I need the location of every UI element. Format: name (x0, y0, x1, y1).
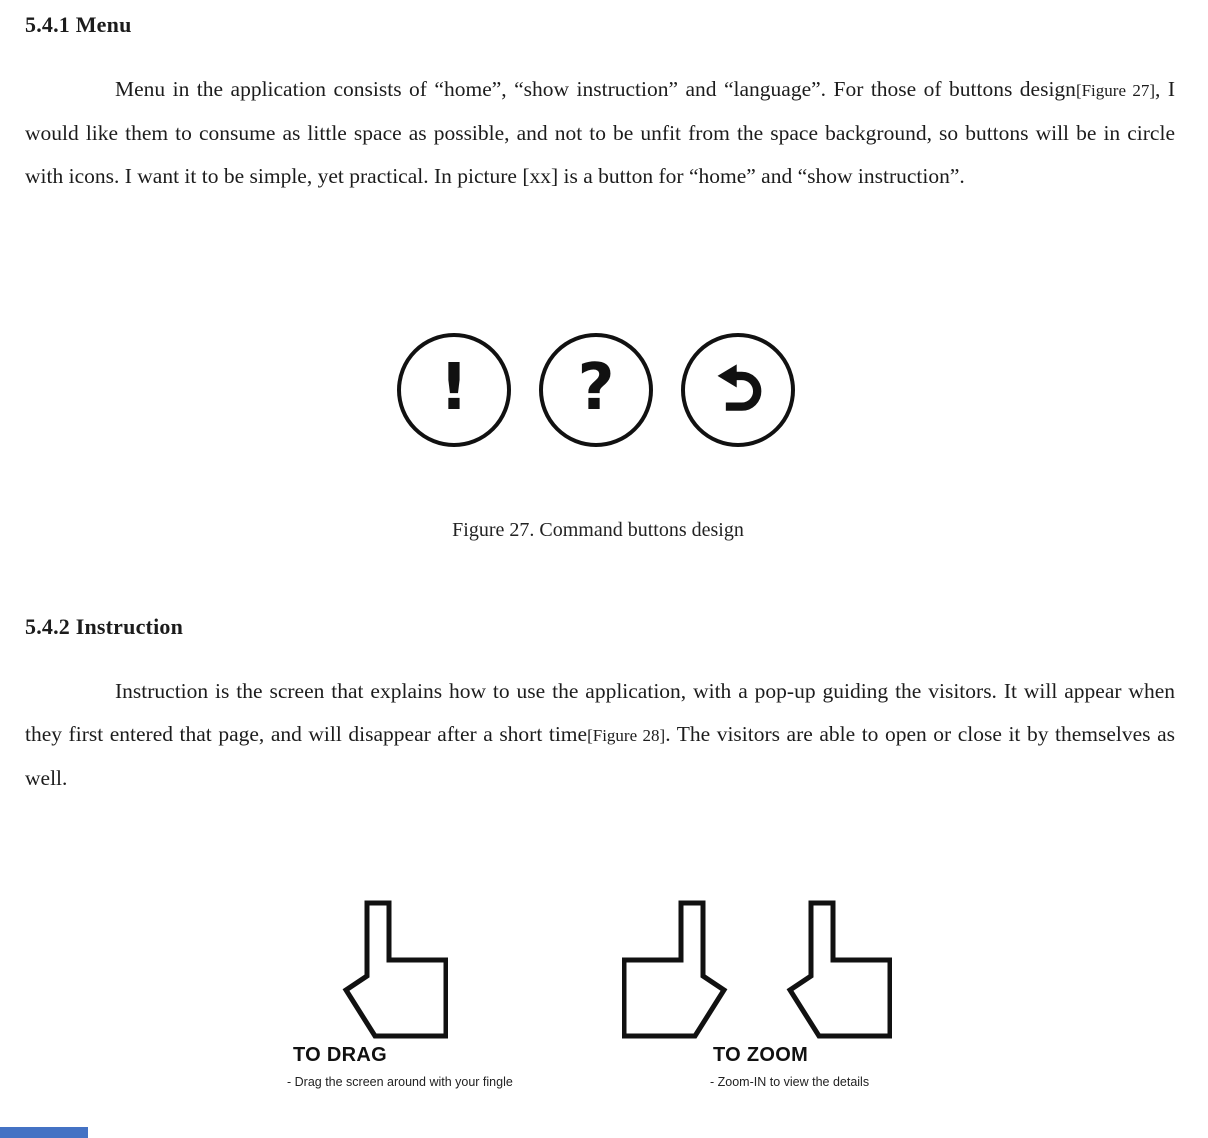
hand-icon-zoom-right (782, 899, 892, 1041)
gesture-desc-zoom: - Zoom-IN to view the details (710, 1075, 870, 1089)
section-heading-instruction: 5.4.2 Instruction (25, 614, 184, 639)
figure-command-buttons (0, 333, 1200, 447)
body-paragraph-instruction (25, 670, 1175, 800)
body-paragraph-menu (25, 68, 1175, 198)
pointing-hand-icon (338, 899, 448, 1041)
gesture-desc-drag: - Drag the screen around with your fingle (287, 1075, 513, 1089)
question-icon: ? (577, 351, 615, 425)
question-button-illustration (539, 333, 653, 447)
figure-caption: Figure 27. Command buttons design (452, 519, 744, 541)
hand-icon-drag (338, 899, 448, 1041)
figure-ref-28: [Figure 28] (587, 725, 666, 745)
return-arrow-icon (706, 358, 770, 422)
pointing-hand-icon (622, 899, 732, 1041)
gesture-label-zoom: TO ZOOM (713, 1044, 809, 1066)
paragraph-text: , I would like them to consume as little space as possible, and not to be unfit from the space background, so buttons will be in circle with icons. I want it to be simple, yet practical. In picture [xx] is a button for “home” and “show instruction”. (25, 76, 1175, 188)
paragraph-text: . The visitors are able to open or close it by themselves as well. (25, 721, 1175, 790)
gesture-label-drag: TO DRAG (293, 1044, 387, 1066)
exclamation-button-illustration (397, 333, 511, 447)
next-page-element-partial (0, 1127, 88, 1138)
figure-ref-27: [Figure 27] (1075, 80, 1155, 100)
exclamation-icon: ! (439, 351, 469, 425)
section-heading-menu: 5.4.1 Menu (25, 12, 132, 37)
paragraph-text: Menu in the application consists of “home”, “show instruction” and “language”. For those of buttons design (115, 76, 1076, 101)
paragraph-text: Instruction is the screen that explains how to use the application, with a pop-up guiding the visitors. It will appear when they first entered that page, and will disappear after a short time (25, 678, 1175, 746)
pointing-hand-icon (782, 899, 892, 1041)
return-button-illustration (681, 333, 795, 447)
hand-icon-zoom-left (622, 899, 732, 1041)
